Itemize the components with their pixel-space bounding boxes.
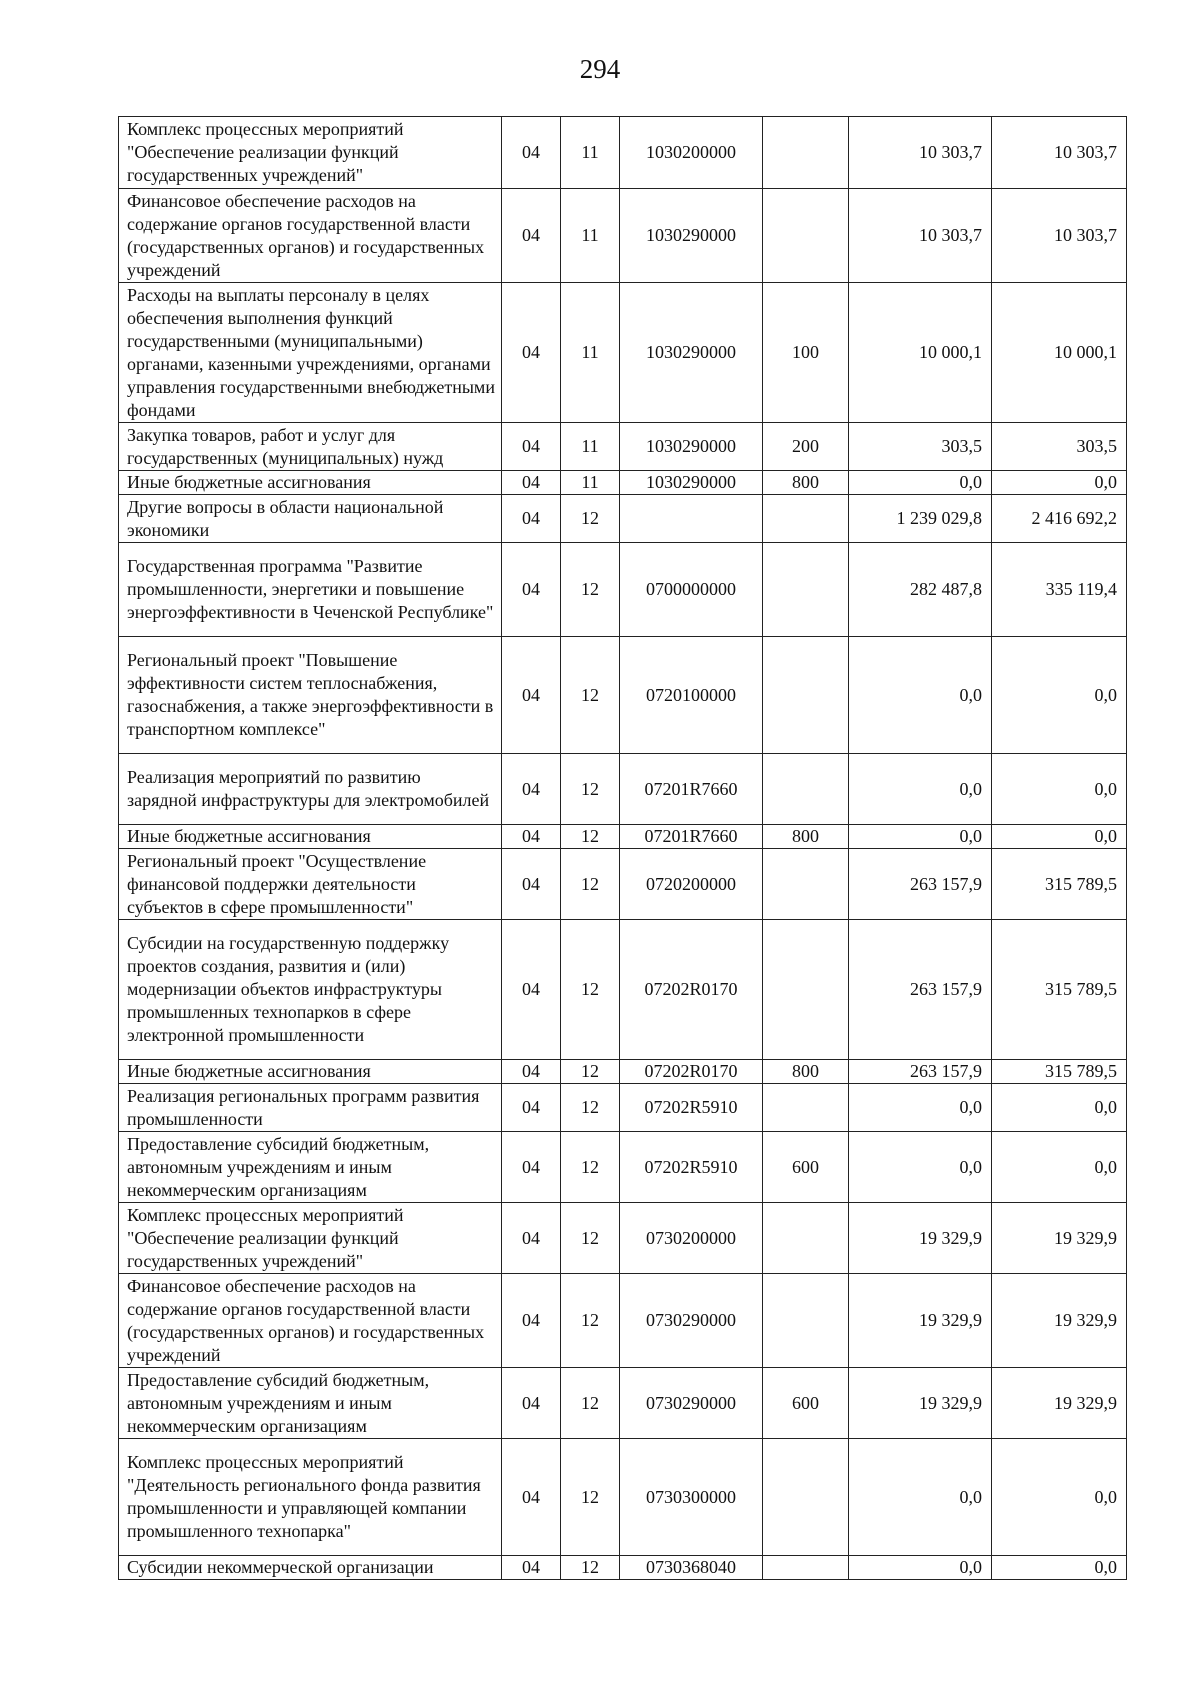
- row-sum-1: 10 303,7: [849, 189, 992, 283]
- row-name: Финансовое обеспечение расходов на содержание органов государственной власти (государственных органов) и государственных учреждений: [119, 1274, 502, 1368]
- row-name: Реализация региональных программ развития промышленности: [119, 1084, 502, 1132]
- table-row: [119, 1203, 1127, 1274]
- row-name: Другие вопросы в области национальной экономики: [119, 495, 502, 543]
- row-expense-type: 200: [763, 423, 849, 471]
- row-section: 04: [502, 543, 561, 637]
- row-expense-type: [763, 1556, 849, 1580]
- table-row: [119, 543, 1127, 637]
- row-subsection: 12: [561, 1556, 620, 1580]
- row-sum-1: 0,0: [849, 825, 992, 849]
- row-subsection: 11: [561, 471, 620, 495]
- row-sum-2: 2 416 692,2: [992, 495, 1127, 543]
- row-sum-1: 0,0: [849, 637, 992, 754]
- row-sum-2: 303,5: [992, 423, 1127, 471]
- row-name: Региональный проект "Повышение эффективности систем теплоснабжения, газоснабжения, а также энергоэффективности в транспортном комплексе": [119, 637, 502, 754]
- row-sum-1: 282 487,8: [849, 543, 992, 637]
- row-expense-type: [763, 1274, 849, 1368]
- table-row: [119, 849, 1127, 920]
- row-target-article: 0730290000: [620, 1274, 763, 1368]
- row-sum-1: 19 329,9: [849, 1274, 992, 1368]
- table-row: [119, 117, 1127, 189]
- table-row: [119, 754, 1127, 825]
- table-row: [119, 637, 1127, 754]
- row-section: 04: [502, 471, 561, 495]
- row-sum-2: 0,0: [992, 754, 1127, 825]
- row-name: Предоставление субсидий бюджетным, автономным учреждениям и иным некоммерческим организациям: [119, 1132, 502, 1203]
- row-sum-2: 19 329,9: [992, 1368, 1127, 1439]
- row-expense-type: 100: [763, 283, 849, 423]
- row-name: Государственная программа "Развитие промышленности, энергетики и повышение энергоэффективности в Чеченской Республике": [119, 543, 502, 637]
- row-target-article: 07202R5910: [620, 1084, 763, 1132]
- row-subsection: 11: [561, 283, 620, 423]
- row-expense-type: [763, 849, 849, 920]
- row-section: 04: [502, 283, 561, 423]
- row-sum-2: 315 789,5: [992, 920, 1127, 1060]
- row-name: Расходы на выплаты персоналу в целях обеспечения выполнения функций государственными (муниципальными) органами, казенными учреждениями, органами управления государственными внебюджетными фондами: [119, 283, 502, 423]
- row-subsection: 12: [561, 495, 620, 543]
- row-section: 04: [502, 1132, 561, 1203]
- row-section: 04: [502, 1556, 561, 1580]
- row-sum-2: 0,0: [992, 1556, 1127, 1580]
- row-target-article: 0720100000: [620, 637, 763, 754]
- row-name: Комплекс процессных мероприятий "Обеспечение реализации функций государственных учреждений": [119, 1203, 502, 1274]
- row-expense-type: 800: [763, 825, 849, 849]
- row-section: 04: [502, 117, 561, 189]
- row-target-article: 1030290000: [620, 283, 763, 423]
- row-subsection: 12: [561, 1060, 620, 1084]
- row-subsection: 11: [561, 189, 620, 283]
- row-subsection: 12: [561, 920, 620, 1060]
- row-subsection: 12: [561, 1132, 620, 1203]
- row-subsection: 11: [561, 423, 620, 471]
- row-target-article: 0700000000: [620, 543, 763, 637]
- row-sum-2: 0,0: [992, 1132, 1127, 1203]
- row-section: 04: [502, 1203, 561, 1274]
- row-section: 04: [502, 423, 561, 471]
- row-sum-2: 335 119,4: [992, 543, 1127, 637]
- row-sum-1: 263 157,9: [849, 849, 992, 920]
- table-row: [119, 471, 1127, 495]
- table-row: [119, 423, 1127, 471]
- row-subsection: 12: [561, 1368, 620, 1439]
- row-sum-2: 0,0: [992, 471, 1127, 495]
- row-sum-2: 19 329,9: [992, 1203, 1127, 1274]
- row-target-article: 07201R7660: [620, 825, 763, 849]
- table-row: [119, 1274, 1127, 1368]
- row-sum-2: 10 000,1: [992, 283, 1127, 423]
- row-name: Субсидии на государственную поддержку проектов создания, развития и (или) модернизации объектов инфраструктуры промышленных технопарков в сфере электронной промышленности: [119, 920, 502, 1060]
- row-sum-2: 315 789,5: [992, 849, 1127, 920]
- table-row: [119, 189, 1127, 283]
- row-name: Реализация мероприятий по развитию зарядной инфраструктуры для электромобилей: [119, 754, 502, 825]
- row-subsection: 12: [561, 825, 620, 849]
- row-target-article: 0730300000: [620, 1439, 763, 1556]
- row-section: 04: [502, 637, 561, 754]
- row-target-article: 07202R0170: [620, 920, 763, 1060]
- row-expense-type: 600: [763, 1368, 849, 1439]
- row-section: 04: [502, 920, 561, 1060]
- row-expense-type: 800: [763, 1060, 849, 1084]
- table-row: [119, 1060, 1127, 1084]
- row-sum-1: 263 157,9: [849, 920, 992, 1060]
- row-name: Иные бюджетные ассигнования: [119, 825, 502, 849]
- row-name: Иные бюджетные ассигнования: [119, 1060, 502, 1084]
- row-sum-1: 0,0: [849, 471, 992, 495]
- row-sum-2: 0,0: [992, 637, 1127, 754]
- row-expense-type: 600: [763, 1132, 849, 1203]
- row-target-article: 0730200000: [620, 1203, 763, 1274]
- table-row: [119, 283, 1127, 423]
- row-target-article: 1030290000: [620, 471, 763, 495]
- row-target-article: 0730368040: [620, 1556, 763, 1580]
- row-subsection: 12: [561, 1203, 620, 1274]
- row-expense-type: [763, 543, 849, 637]
- row-target-article: 07201R7660: [620, 754, 763, 825]
- table-row: [119, 1132, 1127, 1203]
- row-sum-2: 0,0: [992, 1084, 1127, 1132]
- row-name: Иные бюджетные ассигнования: [119, 471, 502, 495]
- row-name: Финансовое обеспечение расходов на содержание органов государственной власти (государственных органов) и государственных учреждений: [119, 189, 502, 283]
- row-sum-2: 0,0: [992, 825, 1127, 849]
- row-sum-1: 10 303,7: [849, 117, 992, 189]
- row-section: 04: [502, 1274, 561, 1368]
- row-subsection: 12: [561, 754, 620, 825]
- row-subsection: 11: [561, 117, 620, 189]
- row-name: Предоставление субсидий бюджетным, автономным учреждениям и иным некоммерческим организациям: [119, 1368, 502, 1439]
- table-row: [119, 1368, 1127, 1439]
- row-subsection: 12: [561, 637, 620, 754]
- row-sum-1: 0,0: [849, 1084, 992, 1132]
- table-row: [119, 1439, 1127, 1556]
- row-expense-type: 800: [763, 471, 849, 495]
- row-name: Субсидии некоммерческой организации: [119, 1556, 502, 1580]
- row-expense-type: [763, 637, 849, 754]
- row-target-article: [620, 495, 763, 543]
- row-sum-1: 0,0: [849, 1439, 992, 1556]
- row-expense-type: [763, 1439, 849, 1556]
- row-name: Региональный проект "Осуществление финансовой поддержки деятельности субъектов в сфере промышленности": [119, 849, 502, 920]
- row-expense-type: [763, 1084, 849, 1132]
- row-sum-2: 0,0: [992, 1439, 1127, 1556]
- row-subsection: 12: [561, 1084, 620, 1132]
- table-row: [119, 1084, 1127, 1132]
- row-sum-1: 19 329,9: [849, 1203, 992, 1274]
- table-row: [119, 920, 1127, 1060]
- row-target-article: 1030290000: [620, 423, 763, 471]
- row-sum-1: 263 157,9: [849, 1060, 992, 1084]
- row-subsection: 12: [561, 849, 620, 920]
- row-target-article: 1030200000: [620, 117, 763, 189]
- row-target-article: 0730290000: [620, 1368, 763, 1439]
- row-expense-type: [763, 754, 849, 825]
- row-section: 04: [502, 849, 561, 920]
- row-target-article: 07202R5910: [620, 1132, 763, 1203]
- row-expense-type: [763, 495, 849, 543]
- row-target-article: 0720200000: [620, 849, 763, 920]
- row-expense-type: [763, 117, 849, 189]
- row-section: 04: [502, 1060, 561, 1084]
- row-expense-type: [763, 920, 849, 1060]
- row-expense-type: [763, 1203, 849, 1274]
- row-sum-1: 19 329,9: [849, 1368, 992, 1439]
- row-subsection: 12: [561, 543, 620, 637]
- row-section: 04: [502, 754, 561, 825]
- table-row: [119, 495, 1127, 543]
- row-sum-2: 19 329,9: [992, 1274, 1127, 1368]
- row-name: Закупка товаров, работ и услуг для государственных (муниципальных) нужд: [119, 423, 502, 471]
- row-sum-2: 10 303,7: [992, 117, 1127, 189]
- row-name: Комплекс процессных мероприятий "Деятельность регионального фонда развития промышленности и управляющей компании промышленного технопарка": [119, 1439, 502, 1556]
- row-sum-2: 10 303,7: [992, 189, 1127, 283]
- row-expense-type: [763, 189, 849, 283]
- row-subsection: 12: [561, 1274, 620, 1368]
- row-section: 04: [502, 825, 561, 849]
- row-section: 04: [502, 495, 561, 543]
- row-sum-1: 0,0: [849, 1132, 992, 1203]
- row-target-article: 07202R0170: [620, 1060, 763, 1084]
- row-section: 04: [502, 1368, 561, 1439]
- budget-table: [118, 116, 1127, 1580]
- row-target-article: 1030290000: [620, 189, 763, 283]
- row-subsection: 12: [561, 1439, 620, 1556]
- page-number: 294: [579, 54, 621, 84]
- row-sum-1: 303,5: [849, 423, 992, 471]
- row-sum-1: 0,0: [849, 754, 992, 825]
- row-section: 04: [502, 1439, 561, 1556]
- row-section: 04: [502, 189, 561, 283]
- table-row: [119, 825, 1127, 849]
- table-row: [119, 1556, 1127, 1580]
- row-section: 04: [502, 1084, 561, 1132]
- row-name: Комплекс процессных мероприятий "Обеспечение реализации функций государственных учреждений": [119, 117, 502, 189]
- row-sum-1: 10 000,1: [849, 283, 992, 423]
- row-sum-2: 315 789,5: [992, 1060, 1127, 1084]
- row-sum-1: 1 239 029,8: [849, 495, 992, 543]
- row-sum-1: 0,0: [849, 1556, 992, 1580]
